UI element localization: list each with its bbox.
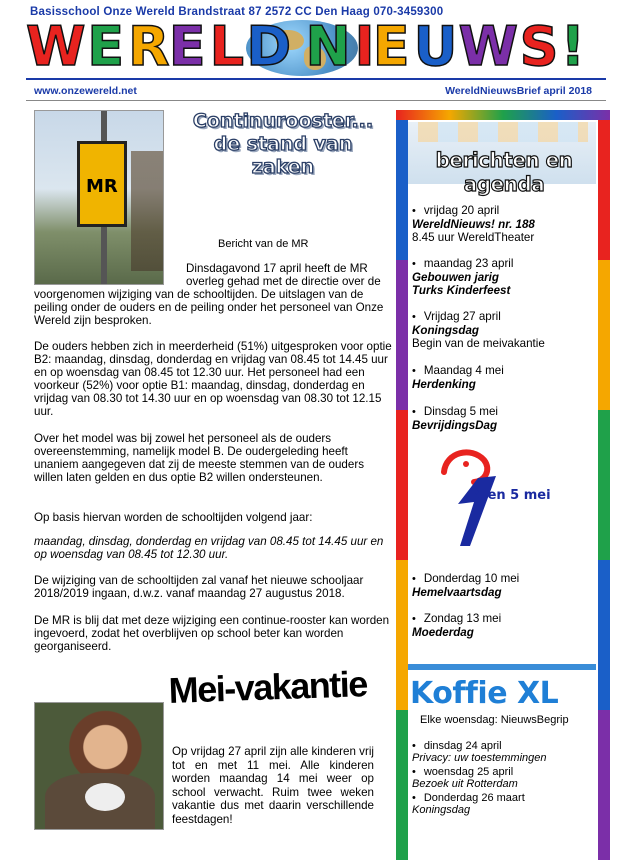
- header-divider: [26, 78, 606, 80]
- article-paragraph: voorgenomen wijziging van de schooltijden. De uitslagen van de peiling onder de ouders en de peiling onder het personeel van Onze Wereld zijn besproken.: [34, 288, 384, 327]
- rainbow-segment: [598, 560, 610, 710]
- rainbow-segment: [396, 410, 408, 560]
- article-paragraph: Op basis hiervan worden de schooltijden volgend jaar:: [34, 511, 313, 524]
- agenda-date: • Vrijdag 27 april: [412, 310, 596, 324]
- koffie-event: Privacy: uw toestemmingen: [412, 752, 547, 764]
- rainbow-segment: [396, 110, 408, 260]
- agenda-item: [412, 257, 596, 297]
- masthead-letter: R: [128, 15, 170, 78]
- agenda-item: [412, 364, 596, 391]
- agenda-item: [412, 204, 596, 244]
- article-title-line: Continurooster...: [192, 110, 374, 132]
- article-title-line: zaken: [251, 156, 315, 178]
- rainbow-segment: [598, 710, 610, 860]
- rainbow-segment: [598, 110, 610, 260]
- rainbow-segment: [396, 560, 408, 710]
- sign-text: MR: [86, 176, 118, 197]
- koffie-xl-subtitle: Elke woensdag: NieuwsBegrip: [420, 714, 569, 726]
- rainbow-segment: [598, 260, 610, 410]
- agenda-title: berichten en agenda: [435, 148, 573, 196]
- agenda-event: Turks Kinderfeest: [412, 284, 511, 297]
- koffie-item: [412, 766, 596, 790]
- schedule-italic: maandag, dinsdag, donderdag en vrijdag van 08.45 tot 14.45 uur en op woensdag van 08.45 tot 12.30 uur.: [34, 535, 384, 561]
- rainbow-segment: [598, 410, 610, 560]
- agenda-date: • Dinsdag 5 mei: [412, 405, 596, 419]
- agenda-date: • Zondag 13 mei: [412, 612, 596, 626]
- koffie-date: • woensdag 25 april: [412, 766, 596, 778]
- agenda-event: Koningsdag: [412, 324, 479, 337]
- agenda-event: Moederdag: [412, 626, 474, 639]
- agenda-date: • vrijdag 20 april: [412, 204, 596, 218]
- subheader-divider: [26, 100, 606, 101]
- masthead-letter: S: [519, 15, 559, 78]
- agenda-date: • maandag 23 april: [412, 257, 596, 271]
- masthead-letter: !: [560, 15, 586, 78]
- issue-label: WereldNieuwsBrief april 2018: [445, 85, 592, 97]
- mei-vakantie-text: Op vrijdag 27 april zijn alle kinderen vrij tot en met 11 mei. Alle kinderen worden maandag 14 mei weer op school verwacht. Ruim twee weken vakantie dus met daarin verschillende feestdagen!: [172, 745, 374, 826]
- mr-sign-photo: [34, 110, 164, 285]
- masthead-letter: E: [87, 15, 125, 78]
- agenda-detail: 8.45 uur WereldTheater: [412, 231, 535, 244]
- koffie-event: Bezoek uit Rotterdam: [412, 778, 518, 790]
- agenda-event: Hemelvaartsdag: [412, 586, 502, 599]
- agenda-item: [412, 612, 596, 639]
- koffie-date: • Donderdag 26 maart: [412, 792, 596, 804]
- article-title: [170, 110, 396, 179]
- masthead-letter: L: [209, 15, 245, 78]
- masthead-letter: N: [305, 15, 351, 78]
- masthead-letter: E: [168, 15, 206, 78]
- four-five-may-logo: [426, 442, 558, 554]
- girl-with-lamb-photo: [34, 702, 164, 830]
- masthead-letter: D: [246, 15, 292, 78]
- agenda-date: • Maandag 4 mei: [412, 364, 596, 378]
- koffie-event: Koningsdag: [412, 804, 471, 816]
- masthead-title: [26, 15, 606, 78]
- agenda-item: [412, 405, 596, 432]
- rainbow-segment: [396, 260, 408, 410]
- agenda-event: BevrijdingsDag: [412, 419, 498, 432]
- agenda-item: [412, 572, 596, 599]
- logo-label: 4 en 5 mei: [474, 488, 551, 503]
- article-paragraph: De MR is blij dat met deze wijziging een continue-rooster kan worden ingevoerd, zodat het overblijven op school beter kan worden georganiseerd.: [34, 614, 390, 653]
- article-paragraph: Over het model was bij zowel het personeel als de ouders overeenstemming, namelijk model B. De oudergeleding heeft unaniem aangegeven dat zij de meeste stemmen van de ouders willen laten gelden en dus optie B2 willen ondersteunen.: [34, 432, 364, 484]
- koffie-date: • dinsdag 24 april: [412, 740, 596, 752]
- masthead-letter: I: [354, 15, 375, 78]
- koffie-item: [412, 740, 596, 764]
- masthead-letter: E: [372, 15, 410, 78]
- agenda-detail: Begin van de meivakantie: [412, 337, 545, 350]
- mei-vakantie-title: Mei-vakantie: [168, 663, 368, 711]
- rainbow-segment: [396, 110, 610, 120]
- article-byline: Bericht van de MR: [218, 238, 309, 250]
- school-contact-line: Basisschool Onze Wereld Brandstraat 87 2572 CC Den Haag 070-3459300: [30, 6, 444, 18]
- agenda-date: • Donderdag 10 mei: [412, 572, 596, 586]
- masthead-letter: W: [458, 15, 519, 78]
- masthead-letter: W: [26, 15, 86, 78]
- agenda-event: WereldNieuws! nr. 188: [412, 218, 535, 231]
- article-paragraph: De ouders hebben zich in meerderheid (51%) uitgesproken voor optie B2: maandag, dinsdag, donderdag en vrijdag van 08.45 tot 14.45 uur en op woensdag van 08.45 tot 12.30 uur. Het personeel had een voorkeur (52%) voor optie B1: maandag, dinsdag, donderdag en vrijdag van 08.30 tot 14.30 uur en op woensdag van 08.30 tot 12.15 uur.: [34, 340, 392, 418]
- agenda-item: [412, 310, 596, 350]
- article-paragraph: De wijziging van de schooltijden zal vanaf het nieuwe schooljaar 2018/2019 ingaan, d.w.z. vanaf maandag 27 augustus 2018.: [34, 574, 364, 600]
- article-paragraph: Dinsdagavond 17 april heeft de MR overleg gehad met de directie over de: [186, 262, 381, 288]
- rainbow-segment: [396, 710, 408, 860]
- website-link[interactable]: www.onzewereld.net: [34, 85, 137, 97]
- koffie-xl-title: Koffie XL: [410, 676, 559, 711]
- koffie-item: [412, 792, 596, 816]
- article-title-line: de stand van: [213, 133, 353, 155]
- agenda-event: Gebouwen jarig: [412, 271, 499, 284]
- agenda-event: Herdenking: [412, 378, 476, 391]
- masthead-letter: U: [413, 15, 458, 78]
